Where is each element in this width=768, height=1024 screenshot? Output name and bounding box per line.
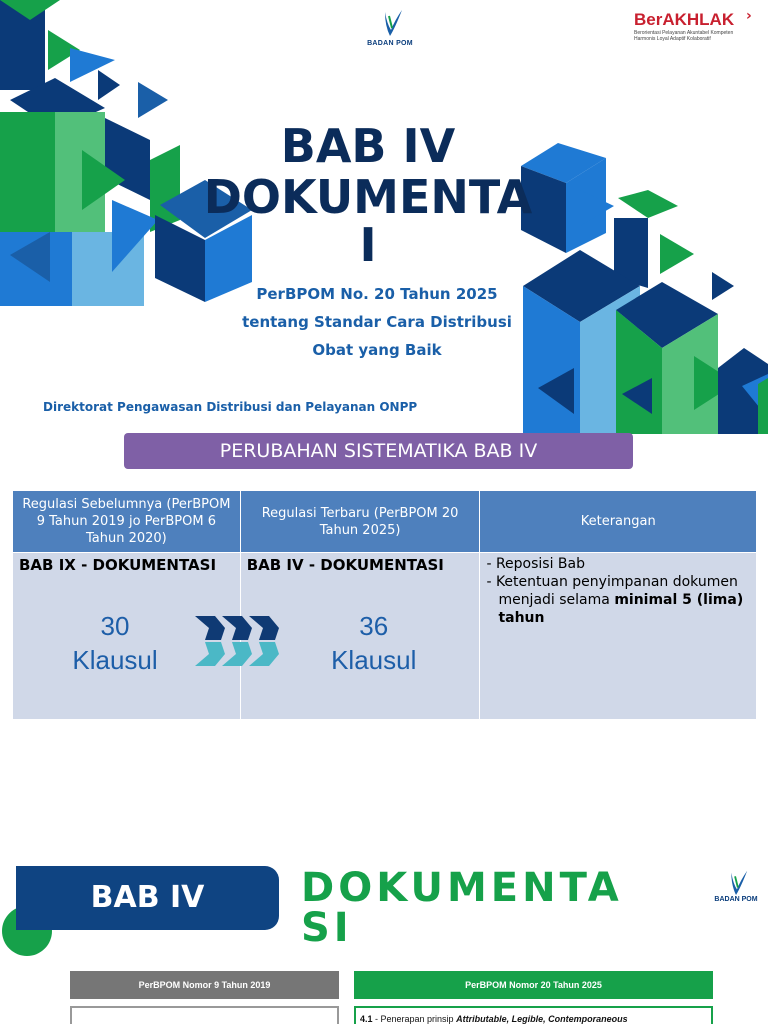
new-count-unit: Klausul [331,645,417,675]
deco-shape-8 [712,272,734,300]
remark-2-bold: minimal 5 (lima) tahun [498,592,744,626]
deco-shape-5 [618,190,678,218]
deco-triangle-4 [98,70,120,100]
slide-title [180,119,556,272]
chevron-right-icon: › [746,8,752,24]
new-chapter-label: BAB IV - DOKUMENTASI [246,556,444,574]
header-new-regulation: Regulasi Terbaru (PerBPOM 20 Tahun 2025) [240,491,480,553]
header-remarks: Keterangan [480,491,757,553]
berakhlak-logo [634,10,760,54]
slide-2 [0,830,768,1024]
arrow-chevrons-icon [193,614,283,668]
deco-triangle-5 [138,82,168,118]
chevron-top-3 [249,616,279,640]
deco-triangle-3 [70,48,115,82]
comparison-table [12,490,757,720]
left-column-header: PerBPOM Nomor 9 Tahun 2019 [70,971,339,999]
left-column-box [70,1006,339,1024]
header-previous-regulation: Regulasi Sebelumnya (PerBPOM 9 Tahun 2019 jo PerBPOM 6 Tahun 2020) [13,491,241,553]
deco-shape-7 [660,234,694,274]
directorate-label: Direktorat Pengawasan Distribusi dan Pelayanan ONPP [43,400,418,414]
subtitle-line-1: PerBPOM No. 20 Tahun 2025 [256,285,498,303]
old-chapter-label: BAB IX - DOKUMENTASI [19,556,217,574]
subtitle-line-3: Obat yang Baik [312,341,442,359]
remark-2: Ketentuan penyimpanan dokumen menjadi selama [495,574,738,608]
section-banner: PERUBAHAN SISTEMATIKA BAB IV [124,433,633,469]
slide-2-title-line-1: DOKUMENTA [301,865,623,911]
badan-pom-logo-small [712,866,760,912]
remark-1: Reposisi Bab [495,556,586,572]
badan-pom-logo-text: BADAN POM [367,40,413,47]
list-item: - Reposisi Bab [486,556,586,572]
table-row [13,553,757,720]
slide-2-title [301,865,701,951]
chevron-top-2 [222,616,252,640]
remarks-list [486,555,750,627]
old-count-number: 30 [100,611,130,641]
new-clause-count [279,609,469,677]
clause-italic: Attributable, Legible, Contemporaneous [456,1014,628,1024]
badan-pom-logo-icon [375,6,405,36]
chevron-bottom-3 [249,642,279,666]
berakhlak-tagline: Berorientasi Pelayanan Akuntabel Kompeten Harmonis Loyal Adaptif Kolaboratif [634,30,734,42]
new-count-number: 36 [359,611,389,641]
right-column-header: PerBPOM Nomor 20 Tahun 2025 [354,971,713,999]
chevron-bottom-2 [222,642,252,666]
clause-text: Penerapan prinsip [380,1014,454,1024]
right-column-box: 4.1 - Penerapan prinsip Attributable, Legible, Contemporaneous [354,1006,713,1024]
subtitle-line-2: tentang Standar Cara Distribusi [242,313,512,331]
title-line-1: BAB IV [280,119,456,173]
old-clause-count [13,609,217,677]
slide-2-title-line-2: SI [301,905,353,951]
badan-pom-logo-icon [722,866,750,896]
title-line-2: DOKUMENTA [203,170,533,224]
chevron-bottom-1 [195,642,225,666]
chapter-label-box: BAB IV [16,866,279,930]
old-count-unit: Klausul [72,645,158,675]
deco-shape-20 [758,378,768,434]
badan-pom-logo-text: BADAN POM [714,896,758,903]
title-line-3: I [359,218,377,272]
cell-remarks [480,553,757,720]
clause-number: 4.1 [360,1014,373,1024]
deco-block-2 [0,112,55,232]
slide-subtitle [212,280,542,364]
berakhlak-brand: BerAKHLAK [634,10,735,29]
list-item: - Ketentuan penyimpanan dokumen menjadi selama minimal 5 (lima) tahun [486,574,744,626]
badan-pom-logo [364,6,416,52]
chevron-top-1 [195,616,225,640]
